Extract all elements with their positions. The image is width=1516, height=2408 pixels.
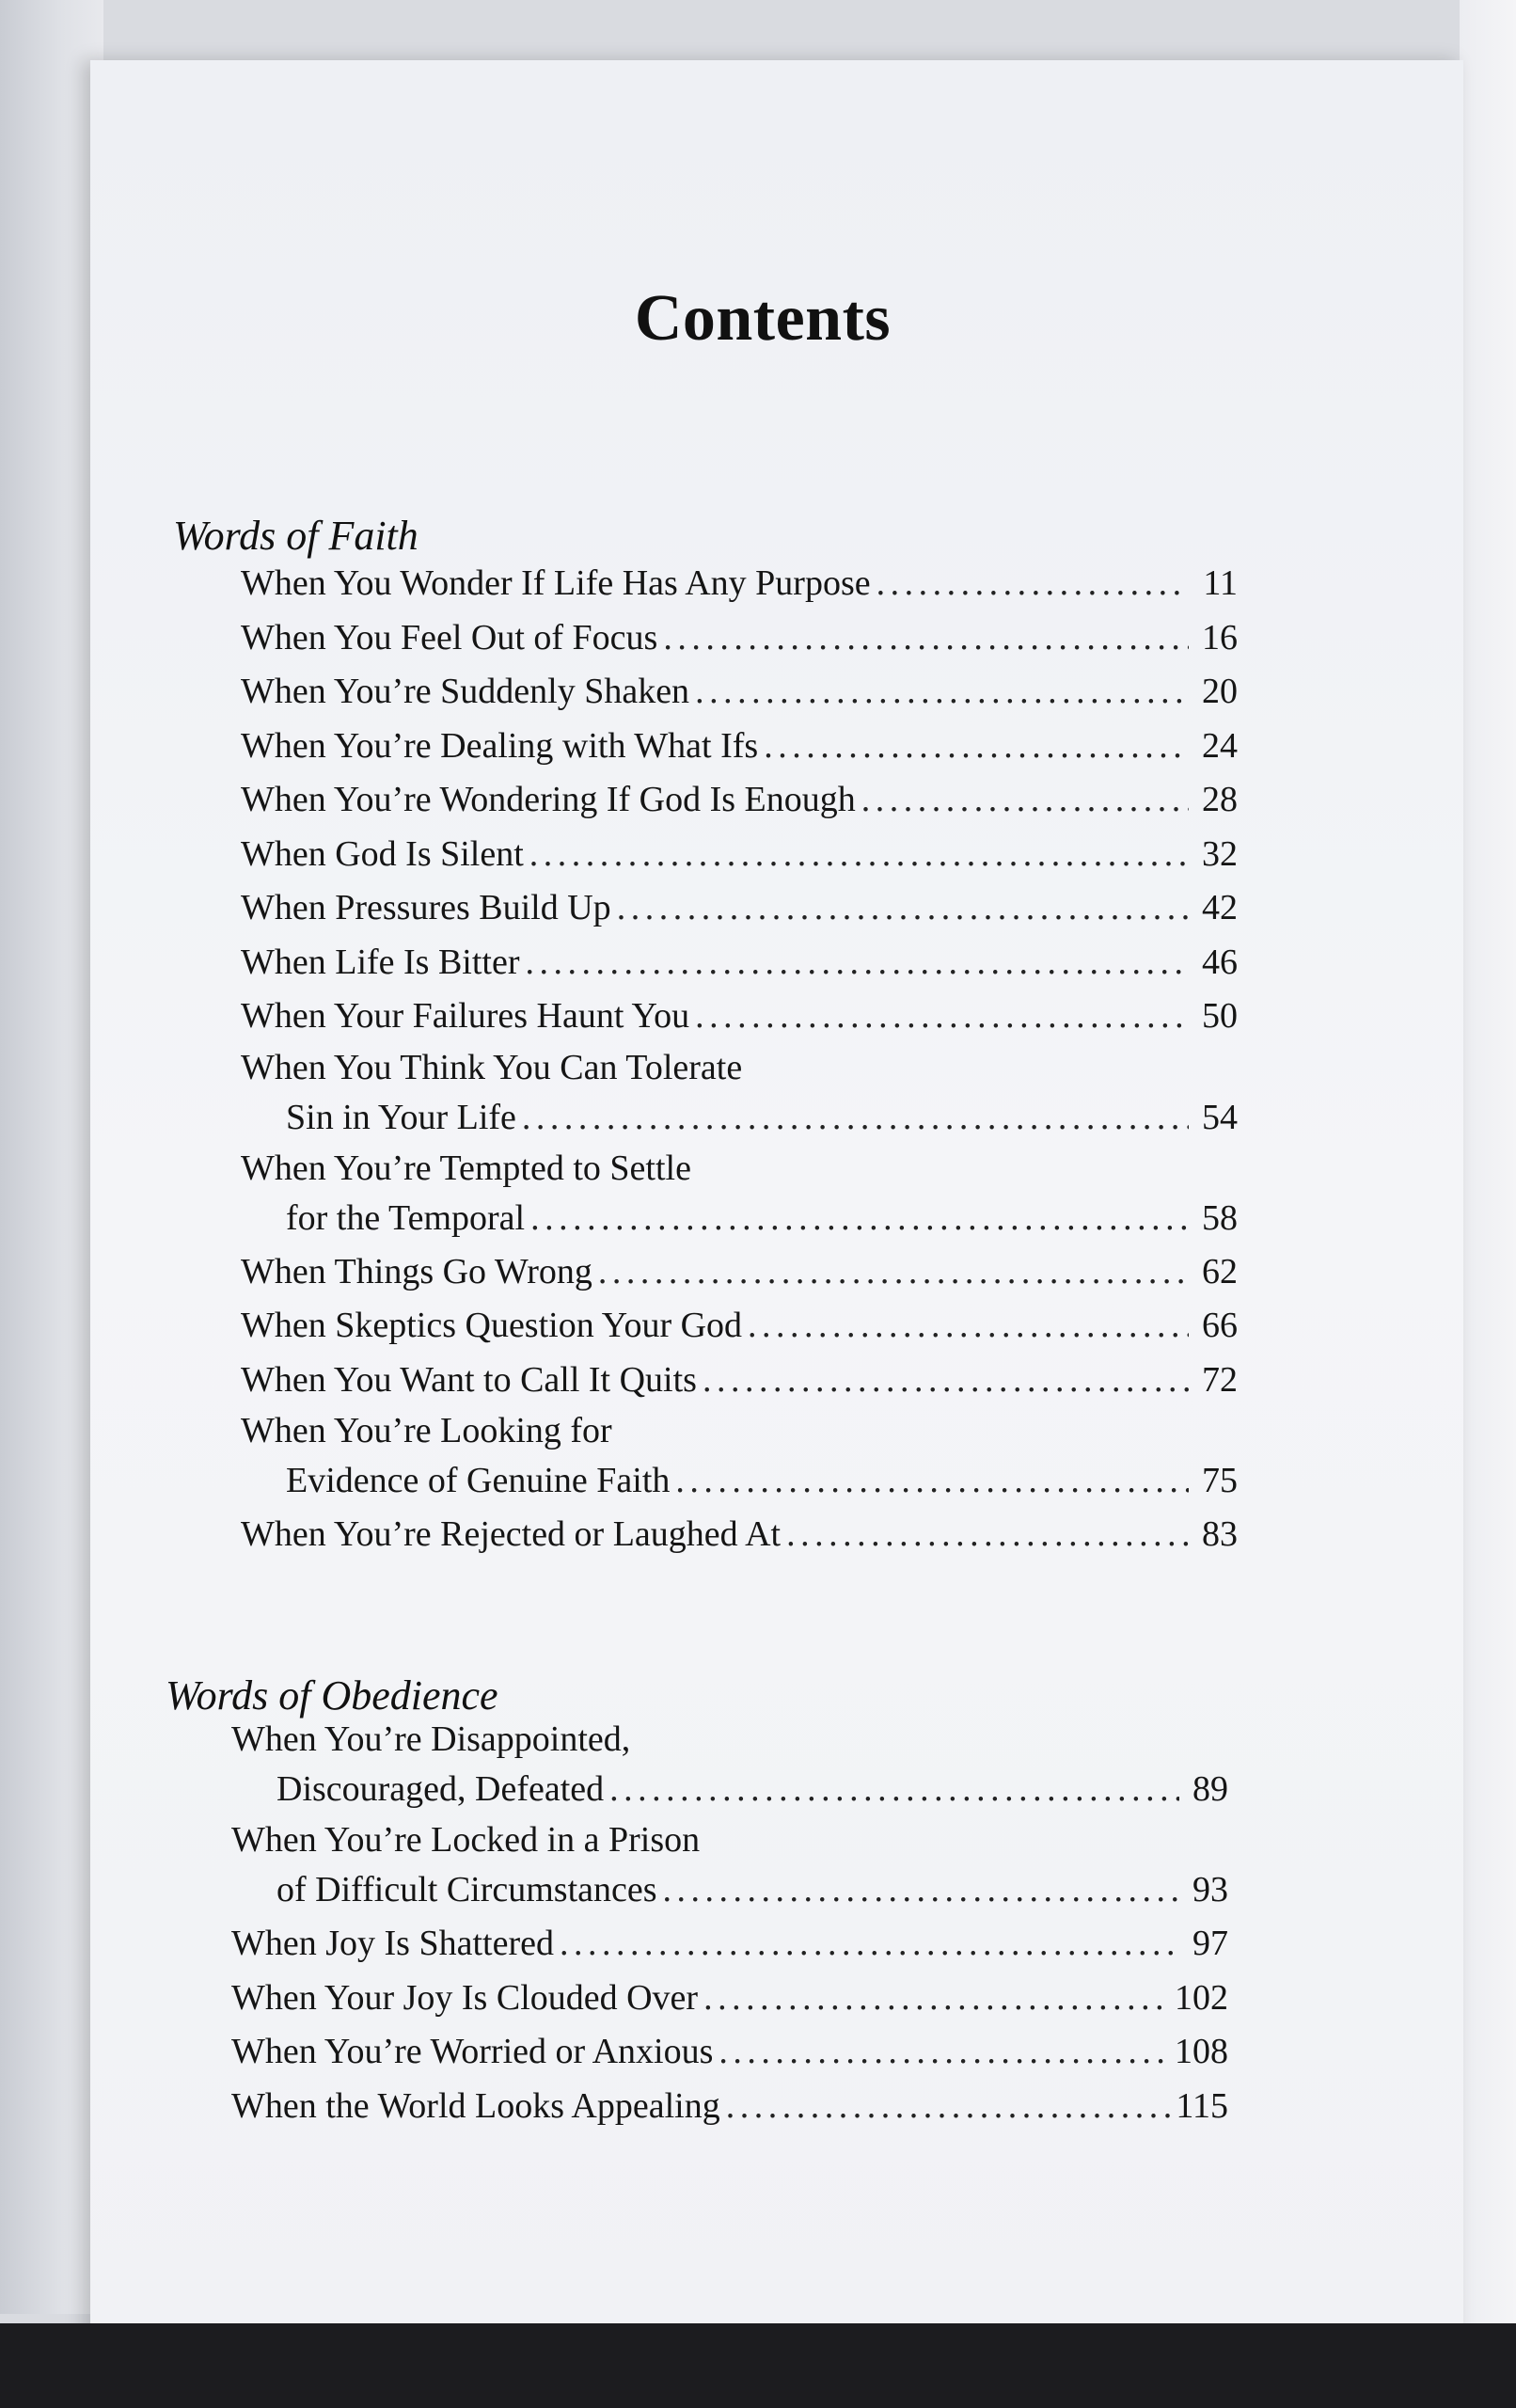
dot-leader bbox=[530, 1192, 1189, 1246]
toc-page-number: 20 bbox=[1202, 672, 1238, 711]
toc-list-obedience bbox=[231, 1716, 1228, 2133]
dot-leader bbox=[703, 1354, 1189, 1408]
toc-entry-title-line2: of Difficult Circumstances bbox=[276, 1870, 657, 1909]
toc-entry-title-line2: for the Temporal bbox=[286, 1197, 526, 1238]
toc-entry bbox=[231, 1716, 1228, 1816]
toc-page-number: 62 bbox=[1202, 1251, 1238, 1291]
toc-entry-title: When You’re Rejected or Laughed At bbox=[241, 1514, 782, 1554]
toc-entry-title: When Your Failures Haunt You bbox=[241, 996, 690, 1036]
toc-entry bbox=[241, 611, 1238, 666]
toc-entry-title: When You’re Suddenly Shaken bbox=[241, 672, 690, 711]
toc-entry-title: When You’re Wondering If God Is Enough bbox=[241, 780, 856, 819]
dot-leader bbox=[598, 1245, 1189, 1300]
toc-entry bbox=[241, 557, 1238, 611]
toc-entry-title: When Things Go Wrong bbox=[241, 1251, 592, 1291]
toc-entry-title-line2: Evidence of Genuine Faith bbox=[286, 1461, 671, 1500]
toc-page-number: 42 bbox=[1202, 888, 1238, 927]
toc-page-number: 58 bbox=[1202, 1197, 1238, 1238]
toc-entry-title: When You’re Dealing with What Ifs bbox=[241, 725, 759, 766]
toc-entry-title: When You Wonder If Life Has Any Purpose bbox=[241, 563, 871, 603]
facing-page-edge bbox=[0, 0, 103, 2314]
toc-page-number: 108 bbox=[1175, 2032, 1228, 2071]
page-right-margin bbox=[1460, 0, 1516, 2408]
toc-page-number: 24 bbox=[1202, 725, 1238, 766]
section-heading-faith: Words of Faith bbox=[173, 513, 418, 559]
toc-entry-title-line2: Discouraged, Defeated bbox=[276, 1769, 605, 1809]
toc-entry-title-line1: When You’re Looking for bbox=[241, 1411, 612, 1450]
toc-page-number: 50 bbox=[1202, 996, 1238, 1036]
toc-entry-title: When Pressures Build Up bbox=[241, 888, 611, 927]
dot-leader bbox=[764, 720, 1189, 774]
toc-page-number: 102 bbox=[1175, 1977, 1228, 2018]
toc-page-number: 97 bbox=[1192, 1924, 1228, 1963]
toc-page-number: 93 bbox=[1192, 1870, 1228, 1909]
toc-page-number: 89 bbox=[1192, 1769, 1228, 1809]
toc-entry bbox=[241, 1508, 1238, 1562]
toc-entry-title: When You’re Worried or Anxious bbox=[231, 2032, 714, 2071]
dot-leader bbox=[748, 1299, 1189, 1354]
toc-page-number: 16 bbox=[1202, 617, 1238, 657]
dot-leader bbox=[617, 881, 1189, 936]
dot-leader bbox=[560, 1917, 1179, 1972]
section-heading-obedience: Words of Obedience bbox=[166, 1672, 498, 1719]
toc-entry bbox=[241, 990, 1238, 1044]
toc-entry bbox=[231, 1816, 1228, 1917]
toc-entry bbox=[241, 720, 1238, 774]
toc-entry-title: When Life Is Bitter bbox=[241, 942, 520, 982]
toc-entry bbox=[241, 1245, 1238, 1300]
toc-entry bbox=[241, 1299, 1238, 1354]
toc-entry bbox=[241, 936, 1238, 990]
dot-leader bbox=[675, 1454, 1189, 1509]
toc-page-number: 28 bbox=[1202, 780, 1238, 819]
toc-page-number: 66 bbox=[1202, 1306, 1238, 1345]
toc-entry-title-line2: Sin in Your Life bbox=[286, 1097, 516, 1137]
dot-leader bbox=[609, 1763, 1179, 1817]
toc-entry bbox=[231, 1917, 1228, 1972]
dot-leader bbox=[529, 828, 1189, 882]
toc-entry-title-line1: When You’re Disappointed, bbox=[231, 1719, 631, 1759]
toc-entry bbox=[231, 2025, 1228, 2080]
toc-entry bbox=[241, 1407, 1238, 1508]
toc-entry bbox=[231, 1972, 1228, 2026]
page-title: Contents bbox=[634, 282, 892, 355]
toc-entry bbox=[231, 2080, 1228, 2134]
toc-entry bbox=[241, 1044, 1238, 1145]
toc-entry bbox=[241, 1354, 1238, 1408]
toc-entry-title: When the World Looks Appealing bbox=[231, 2085, 720, 2126]
toc-entry bbox=[241, 828, 1238, 882]
toc-entry bbox=[241, 1145, 1238, 1245]
toc-page-number: 72 bbox=[1202, 1359, 1238, 1400]
toc-list-faith bbox=[241, 557, 1238, 1562]
toc-page-number: 75 bbox=[1202, 1461, 1238, 1500]
toc-entry-title: When God Is Silent bbox=[241, 833, 524, 874]
toc-entry-title-line1: When You’re Locked in a Prison bbox=[231, 1820, 701, 1860]
toc-entry-title: When You Want to Call It Quits bbox=[241, 1359, 697, 1400]
toc-page-number: 83 bbox=[1202, 1514, 1238, 1554]
toc-page-number: 115 bbox=[1176, 2085, 1228, 2126]
dot-leader bbox=[703, 1972, 1169, 2026]
dot-leader bbox=[695, 990, 1189, 1044]
toc-page-number: 46 bbox=[1202, 942, 1238, 982]
dot-leader bbox=[861, 773, 1189, 828]
dot-leader bbox=[876, 557, 1189, 611]
dot-leader bbox=[786, 1508, 1189, 1562]
dot-leader bbox=[663, 1863, 1179, 1918]
toc-entry bbox=[241, 881, 1238, 936]
background-surface bbox=[0, 2323, 1516, 2408]
toc-entry-title: When Joy Is Shattered bbox=[231, 1924, 554, 1963]
toc-page-number: 32 bbox=[1202, 833, 1238, 874]
toc-page-number: 54 bbox=[1202, 1097, 1238, 1137]
toc-entry-title-line1: When You Think You Can Tolerate bbox=[241, 1047, 743, 1087]
dot-leader bbox=[663, 611, 1189, 666]
toc-page-number: 11 bbox=[1203, 563, 1238, 603]
dot-leader bbox=[695, 665, 1189, 720]
toc-entry bbox=[241, 773, 1238, 828]
dot-leader bbox=[726, 2080, 1171, 2134]
dot-leader bbox=[719, 2025, 1169, 2080]
toc-entry-title: When You Feel Out of Focus bbox=[241, 617, 658, 657]
toc-entry-title: When Your Joy Is Clouded Over bbox=[231, 1977, 699, 2018]
toc-entry-title: When Skeptics Question Your God bbox=[241, 1306, 743, 1345]
dot-leader bbox=[526, 936, 1189, 990]
dot-leader bbox=[522, 1091, 1189, 1146]
toc-entry bbox=[241, 665, 1238, 720]
toc-entry-title-line1: When You’re Tempted to Settle bbox=[241, 1148, 691, 1188]
book-page bbox=[90, 60, 1463, 2348]
